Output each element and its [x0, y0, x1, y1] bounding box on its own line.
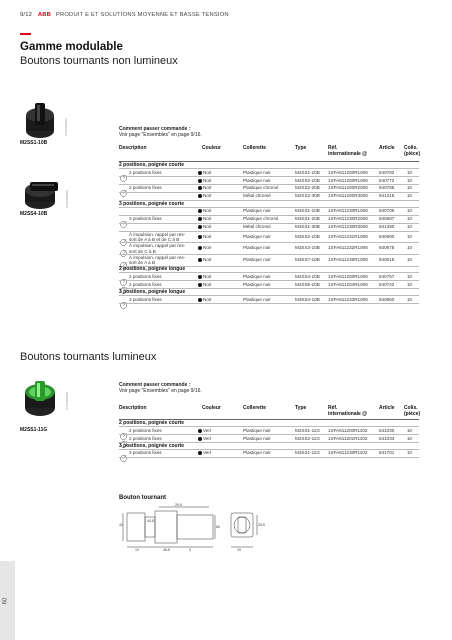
cell-article: 840660 [379, 296, 395, 302]
product-image-m2ss4 [22, 178, 64, 212]
table-row [119, 427, 419, 434]
cell-ref: 1SFA611231R1006 [328, 233, 368, 239]
color-dot-icon [198, 209, 202, 213]
color-dot-icon [198, 217, 202, 221]
table-row [119, 177, 419, 184]
product-label-c: M2SS1-11G [20, 427, 48, 433]
cell-colis: 10 [407, 193, 413, 199]
col-couleur: Couleur [202, 145, 221, 151]
cell-article: 840772 [379, 177, 395, 183]
section-title: Gamme modulable [20, 41, 123, 53]
table-row [119, 281, 419, 288]
col-ref2: internationale @ [328, 410, 368, 417]
how-to-label: Comment passer commande : [119, 126, 191, 132]
table2-body [119, 420, 419, 480]
dimension-drawing [119, 503, 279, 553]
color-dot-icon [198, 194, 202, 198]
cell-desc: 2 positions fixes [129, 427, 162, 433]
table-row [119, 231, 419, 242]
col-type: Type [295, 145, 307, 151]
col-collerette: Collerette [243, 405, 267, 411]
cell-colis: 10 [407, 245, 413, 251]
cell-desc: 2 positions fixes [129, 185, 162, 191]
table-row [119, 450, 419, 457]
cell-couleur: Noir [203, 169, 212, 175]
accent-bar [20, 33, 31, 35]
cell-coll: Métal chromé [243, 193, 271, 199]
cell-coll: Plastique noir [243, 450, 271, 456]
cell-colis: 10 [407, 427, 413, 433]
how-to-text: Voir page "Ensembles" en page 9/16. [119, 132, 202, 139]
cell-article: 840690 [379, 233, 395, 239]
page-number: 9/12 [20, 12, 33, 18]
table-row [119, 216, 419, 223]
cell-desc: 3 positions fixes [129, 216, 162, 222]
color-dot-icon [198, 298, 202, 302]
dim-label: 60 [216, 525, 220, 529]
cell-ref: 1SFA611200R1102 [328, 427, 368, 433]
cell-couleur: Noir [203, 233, 212, 239]
col-colis: Colis. [404, 145, 418, 151]
cell-article: 841390 [379, 224, 395, 230]
col-description: Description [119, 405, 147, 411]
cell-ref: 1SFA611236R1006 [328, 257, 368, 262]
drawing-title: Bouton tournant [119, 495, 166, 501]
cell-couleur: Noir [203, 224, 212, 230]
table-row [119, 193, 419, 200]
color-dot-icon [198, 437, 202, 441]
product-image-m2ss1 [23, 101, 63, 145]
cell-article: 841701 [379, 450, 395, 456]
table-row [119, 223, 419, 230]
cell-desc: À impulsion, rappel par res- sort de A à B [129, 255, 186, 266]
col-ref: Réf. [328, 145, 338, 151]
color-dot-icon [198, 275, 202, 279]
cell-desc: À impulsion, rappel par res- sort de A à B et de C à B [129, 231, 186, 242]
cell-colis: 10 [407, 216, 413, 222]
product-label-a: M2SS1-10B [20, 140, 48, 146]
col-colis2: (pièce) [404, 410, 421, 417]
cell-colis: 10 [407, 169, 413, 175]
product-label-b: M2SS4-10B [20, 211, 48, 217]
cell-desc: 2 positions fixes [129, 281, 162, 287]
cell-ref: 1SFA611200R1006 [328, 169, 368, 175]
cell-colis: 10 [407, 177, 413, 183]
cell-coll: Plastique noir [243, 427, 271, 433]
color-dot-icon [198, 246, 202, 250]
cell-type: M3SS1-30B [295, 224, 320, 230]
cell-type: M2SS1-10B [295, 169, 320, 175]
cell-couleur: Noir [203, 193, 212, 199]
cell-ref: 1SFA611230R1102 [328, 450, 368, 456]
table-row [119, 255, 419, 266]
cell-type: M2SS2-11G [295, 435, 320, 441]
group-label: 2 positions, poignée longue [119, 266, 186, 273]
cell-type: M3SS3-10B [295, 245, 320, 251]
col-ref: Réf. [328, 405, 338, 411]
section2-subtitle: Boutons tournants lumineux [20, 351, 157, 363]
dim-label: 29.5 [258, 523, 265, 527]
color-dot-icon [198, 171, 202, 175]
cell-article: 840615 [379, 257, 395, 262]
table-row [119, 273, 419, 280]
technical-drawing [119, 503, 279, 553]
cell-couleur: Vert [203, 435, 212, 441]
group-label: 3 positions, poignée longue [119, 288, 186, 295]
cell-type: M2SS5-10B [295, 281, 320, 287]
cell-coll: Plastique noir [243, 208, 271, 214]
side-page-number: 60 [2, 597, 9, 605]
cell-coll: Métal chromé [243, 224, 271, 230]
cell-colis: 10 [407, 233, 413, 239]
cell-coll: Plastique noir [243, 296, 271, 302]
cell-ref: 1SFA611201R1102 [328, 435, 368, 441]
cell-type: M2SS1-11G [295, 427, 320, 433]
dim-label: 10 [135, 548, 139, 552]
cell-coll: Plastique noir [243, 435, 271, 441]
table-row [119, 169, 419, 176]
cell-desc: 2 positions fixes [129, 169, 162, 175]
cell-ref: 1SFA611233R1006 [328, 296, 368, 302]
cell-couleur: Noir [203, 177, 212, 183]
color-dot-icon [198, 429, 202, 433]
cell-colis: 10 [407, 224, 413, 230]
how-to-text: Voir page "Ensembles" en page 9/16. [119, 388, 202, 395]
group-label: 2 positions, poignée courte [119, 420, 185, 426]
cell-coll: Plastique noir [243, 169, 271, 175]
cell-desc: 3 positions fixes [129, 296, 162, 302]
cell-coll: Plastique chromé [243, 185, 279, 191]
cell-type: M2SS2-20B [295, 185, 320, 191]
cell-colis: 10 [407, 257, 413, 262]
cell-coll: Plastique noir [243, 233, 271, 239]
cell-desc: 3 positions fixes [129, 450, 162, 456]
cell-ref: 1SFA611200R3006 [328, 193, 368, 199]
color-dot-icon [198, 258, 202, 262]
cell-couleur: Noir [203, 257, 212, 262]
col-colis: Colis. [404, 405, 418, 411]
cell-type: M3SS7-10B [295, 257, 320, 262]
how-to-order-2 [119, 382, 202, 395]
col-collerette: Collerette [243, 145, 267, 151]
cell-ref: 1SFA611230R1006 [328, 208, 368, 214]
cell-couleur: Noir [203, 245, 212, 251]
how-to-order [119, 126, 202, 139]
image-caption: 2CDC000000 [65, 190, 69, 209]
cell-coll: Plastique noir [243, 177, 271, 183]
cell-article: 840705 [379, 208, 395, 214]
cell-type: M2SS2-10B [295, 177, 320, 183]
cell-colis: 10 [407, 296, 413, 302]
color-dot-icon [198, 225, 202, 229]
cell-coll: Plastique chromé [243, 216, 279, 222]
table-header [119, 146, 419, 160]
page-header [20, 12, 229, 18]
header-title: PRODUIT E ET SOLUTIONS MOYENNE ET BASSE TENSION [55, 12, 229, 18]
cell-article: 840675 [379, 245, 395, 251]
color-dot-icon [198, 186, 202, 190]
cell-type: M3SS2-10B [295, 233, 320, 239]
cell-ref: 1SFA611200R1006 [328, 177, 368, 183]
cell-couleur: Vert [203, 427, 212, 433]
cell-couleur: Noir [203, 296, 212, 302]
cell-type: M3SS1-10B [295, 208, 320, 214]
cell-type: M3SS1-11G [295, 450, 320, 456]
cell-coll: Plastique noir [243, 273, 271, 279]
cell-desc: À impulsion, rappel par res- sort de C à B [129, 243, 186, 254]
cell-type: M3SS1-20B [295, 216, 320, 222]
color-dot-icon [198, 283, 202, 287]
col-description: Description [119, 145, 147, 151]
cell-ref: 1SFA611200R1006 [328, 273, 368, 279]
cell-article: 840782 [379, 169, 395, 175]
col-ref2: internationale @ [328, 150, 368, 157]
cell-ref: 1SFA611232R1006 [328, 245, 368, 251]
col-couleur: Couleur [202, 405, 221, 411]
cell-article: 840785 [379, 185, 395, 191]
table2-header [119, 406, 419, 420]
cell-article: 841030 [379, 427, 395, 433]
cell-desc: 2 positions fixes [129, 435, 162, 441]
cell-colis: 10 [407, 273, 413, 279]
cell-couleur: Vert [203, 450, 212, 456]
cell-type: M2SS4-10B [295, 273, 320, 279]
how-to-label: Comment passer commande : [119, 382, 191, 388]
col-colis2: (pièce) [404, 150, 421, 157]
table-row [119, 208, 419, 215]
cell-article: 840687 [379, 216, 395, 222]
group-label: 3 positions, poignée courte [119, 442, 185, 449]
cell-colis: 10 [407, 185, 413, 191]
switch-symbol-icon [119, 296, 128, 314]
group-label: 2 positions, poignée courte [119, 162, 185, 168]
col-type: Type [295, 405, 307, 411]
cell-colis: 10 [407, 281, 413, 287]
dim-label: 46.5 [163, 548, 170, 552]
table-body [119, 162, 419, 322]
table-row [119, 243, 419, 254]
cell-article: 841033 [379, 435, 395, 441]
product-image-m2ss1-11g [22, 378, 64, 422]
cell-desc: 2 positions fixes [129, 273, 162, 279]
col-article: Article [379, 405, 395, 411]
dim-label: 44.5 [147, 519, 154, 523]
cell-type: M2SS2-30B [295, 193, 320, 199]
color-dot-icon [198, 179, 202, 183]
cell-ref: 1SFA611200R2006 [328, 185, 368, 191]
group-label: 3 positions, poignée courte [119, 200, 185, 207]
table-row [119, 435, 419, 442]
dim-label: 19 [237, 548, 241, 552]
cell-coll: Plastique noir [243, 257, 271, 262]
cell-colis: 10 [407, 450, 413, 456]
cell-couleur: Noir [203, 185, 212, 191]
cell-ref: 1SFA611230R2006 [328, 216, 368, 222]
cell-couleur: Noir [203, 216, 212, 222]
dim-label: 3 [189, 548, 191, 552]
cell-article: 840742 [379, 281, 395, 287]
cell-coll: Plastique noir [243, 245, 271, 251]
cell-couleur: Noir [203, 273, 212, 279]
table-row [119, 296, 419, 303]
col-article: Article [379, 145, 395, 151]
color-dot-icon [198, 235, 202, 239]
cell-colis: 10 [407, 435, 413, 441]
cell-article: 841315 [379, 193, 395, 199]
cell-ref: 1SFA611230R3006 [328, 224, 368, 230]
cell-ref: 1SFA611204R1006 [328, 281, 368, 287]
cell-article: 840757 [379, 273, 395, 279]
dim-label: 29.5 [175, 503, 182, 507]
image-caption: 2CDC000000 [65, 392, 69, 411]
brand-logo: ABB [37, 12, 52, 18]
table-row [119, 185, 419, 192]
cell-coll: Plastique noir [243, 281, 271, 287]
section-subtitle: Boutons tournants non lumineux [20, 55, 178, 67]
cell-colis: 10 [407, 208, 413, 214]
switch-symbol-icon [119, 449, 128, 467]
cell-couleur: Noir [203, 281, 212, 287]
color-dot-icon [198, 451, 202, 455]
cell-couleur: Noir [203, 208, 212, 214]
dim-label: 41 [119, 523, 123, 527]
image-caption: 2CDC000000 [64, 118, 68, 137]
cell-type: M3SS4-10B [295, 296, 320, 302]
